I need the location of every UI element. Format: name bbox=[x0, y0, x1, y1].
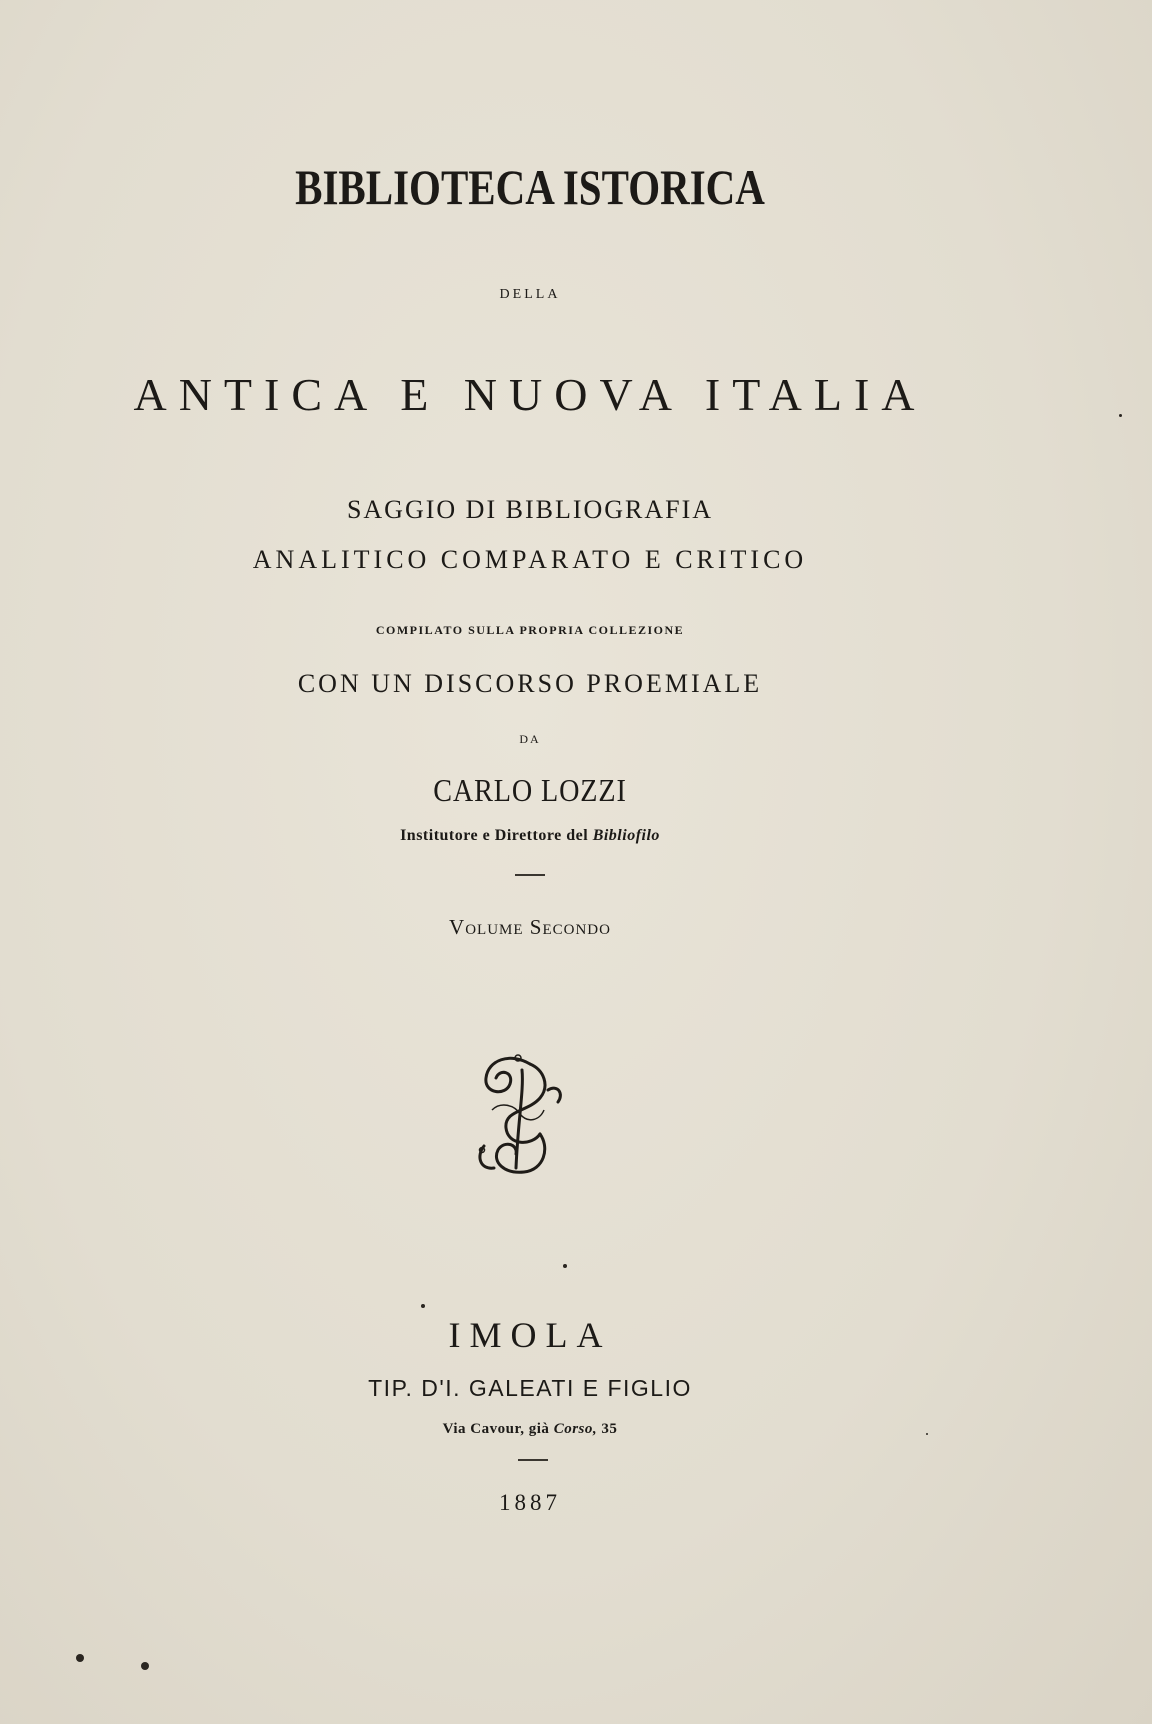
book-title-line-2: ANTICA E NUOVA ITALIA bbox=[133, 369, 927, 420]
divider-rule-upper bbox=[515, 874, 545, 876]
paper-speck bbox=[141, 1662, 149, 1670]
address-number: 35 bbox=[601, 1421, 618, 1437]
printer-monogram-icon bbox=[470, 1050, 570, 1180]
publication-year: 1887 bbox=[499, 1490, 561, 1515]
subtitle-line-1: SAGGIO DI BIBLIOGRAFIA bbox=[346, 495, 714, 524]
printer-address bbox=[0, 1421, 1060, 1438]
author-role bbox=[0, 827, 1060, 845]
address-street: Corso, bbox=[553, 1421, 598, 1437]
book-title-line-1: BIBLIOTECA ISTORICA bbox=[295, 159, 765, 215]
subtitle-line-2: ANALITICO COMPARATO E CRITICO bbox=[252, 545, 808, 574]
paper-speck bbox=[421, 1304, 425, 1308]
paper-speck bbox=[563, 1264, 567, 1268]
paper-speck bbox=[926, 1433, 928, 1435]
compilation-note: COMPILATO SULLA PROPRIA COLLEZIONE bbox=[375, 623, 685, 637]
title-connector: DELLA bbox=[499, 287, 561, 302]
paper-speck bbox=[1119, 414, 1122, 417]
divider-rule-lower bbox=[518, 1459, 548, 1461]
volume-label: Volume Secondo bbox=[449, 915, 611, 939]
author-role-journal: Bibliofilo bbox=[592, 827, 660, 844]
author-name: CARLO LOZZI bbox=[433, 772, 627, 808]
address-prefix: Via Cavour, già bbox=[442, 1421, 550, 1437]
paper-speck bbox=[76, 1654, 84, 1662]
publication-city: IMOLA bbox=[448, 1315, 612, 1355]
by-label: DA bbox=[519, 732, 541, 746]
discourse-note: CON UN DISCORSO PROEMIALE bbox=[297, 669, 763, 698]
author-role-prefix: Institutore e Direttore del bbox=[400, 827, 589, 844]
printer-name: TIP. D'I. GALEATI E FIGLIO bbox=[368, 1375, 692, 1401]
